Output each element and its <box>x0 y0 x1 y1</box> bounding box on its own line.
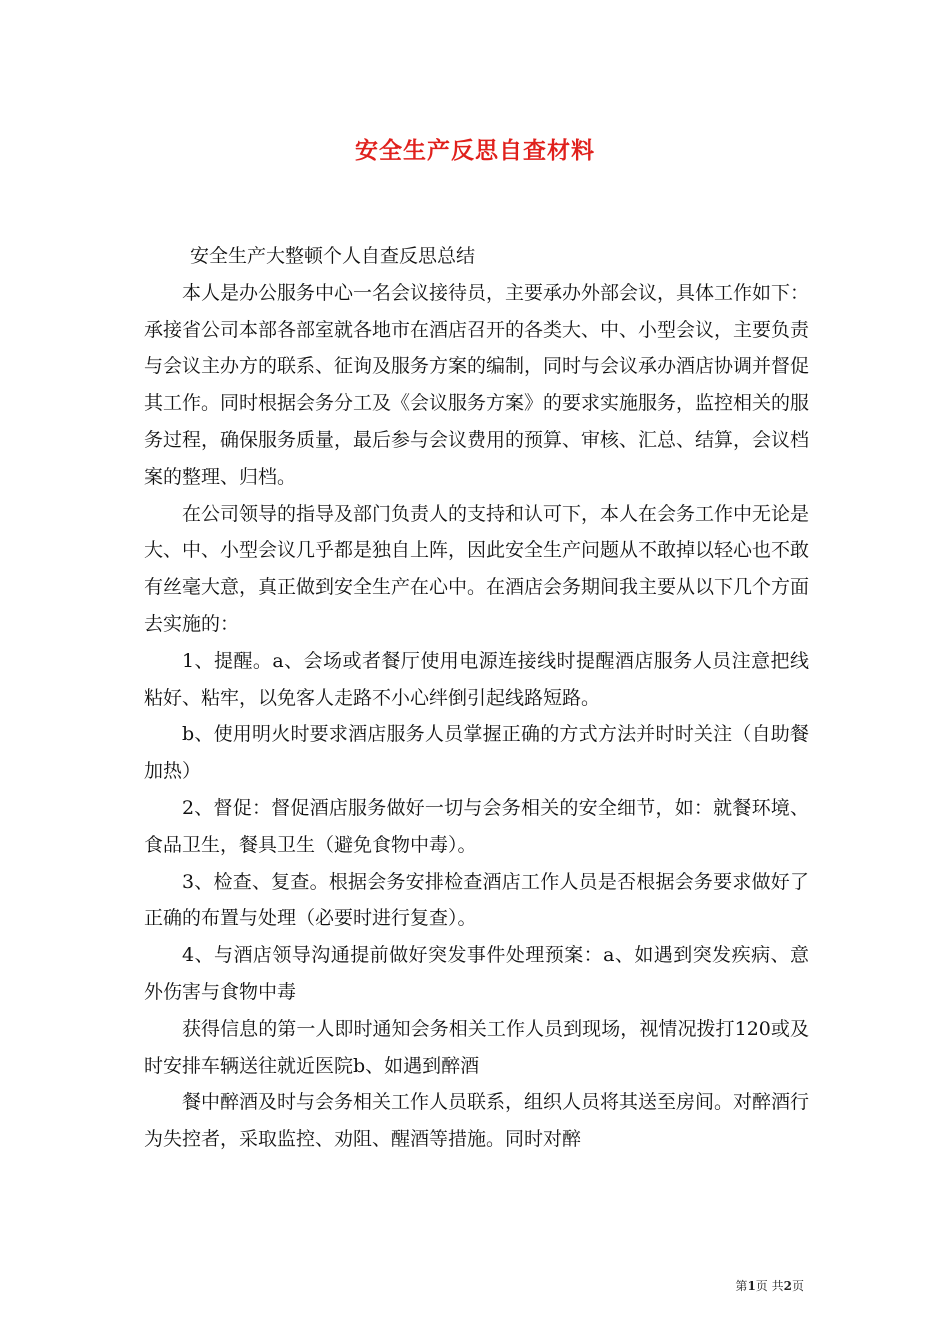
paragraph: 4、与酒店领导沟通提前做好突发事件处理预案：a、如遇到突发疾病、意外伤害与食物中毒 <box>144 944 809 1003</box>
paragraph: b、使用明火时要求酒店服务人员掌握正确的方式方法并时时关注（自助餐加热） <box>144 723 809 783</box>
footer-prefix: 第 <box>735 1279 748 1293</box>
paragraph: 获得信息的第一人即时通知会务相关工作人员到现场，视情况拨打120或及时安排车辆送往就近医院b、如遇到醉酒 <box>144 1017 809 1077</box>
document-subtitle: 安全生产大整顿个人自查反思总结 <box>190 245 476 267</box>
paragraph: 本人是办公服务中心一名会议接待员，主要承办外部会议，具体工作如下：承接省公司本部各部室就各地市在酒店召开的各类大、中、小型会议，主要负责与会议主办方的联系、征询及服务方案的编制，同时与会议承办酒店协调并督促其工作。同时根据会务分工及《会议服务方案》的要求实施服务，监控相关的服务过程，确保服务质量，最后参与会议费用的预算、审核、汇总、结算，会议档案的整理、归档。 <box>144 281 810 488</box>
footer-total-pages: 2 <box>783 1279 792 1293</box>
paragraph: 餐中醉酒及时与会务相关工作人员联系，组织人员将其送至房间。对醉酒行为失控者，采取监控、劝阻、醒酒等措施。同时对醉 <box>144 1091 810 1151</box>
paragraph: 1、提醒。a、会场或者餐厅使用电源连接线时提醒酒店服务人员注意把线粘好、粘牢，以免客人走路不小心绊倒引起线路短路。 <box>144 649 809 709</box>
footer-suffix: 页 <box>791 1279 804 1293</box>
document-body <box>144 238 809 1158</box>
paragraph: 2、督促：督促酒店服务做好一切与会务相关的安全细节，如：就餐环境、食品卫生，餐具卫生（避免食物中毒）。 <box>144 796 809 856</box>
paragraph: 3、检查、复查。根据会务安排检查酒店工作人员是否根据会务要求做好了正确的布置与处理（必要时进行复查）。 <box>144 870 809 930</box>
footer-current-page: 1 <box>747 1279 756 1293</box>
document-title: 安全生产反思自查材料 <box>355 138 595 164</box>
footer-middle: 页 共 <box>755 1279 784 1293</box>
paragraph: 在公司领导的指导及部门负责人的支持和认可下，本人在会务工作中无论是大、中、小型会议几乎都是独自上阵，因此安全生产问题从不敢掉以轻心也不敢有丝毫大意，真正做到安全生产在心中。在酒店会务期间我主要从以下几个方面去实施的： <box>144 502 810 635</box>
page-footer <box>735 1277 804 1294</box>
